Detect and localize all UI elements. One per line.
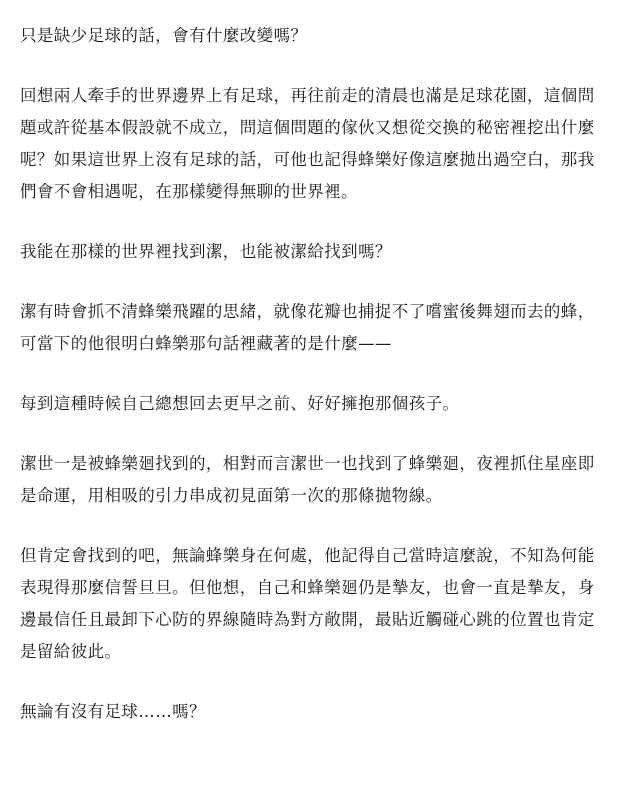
paragraph-2: 回想兩人牽手的世界邊界上有足球，再往前走的清晨也滿是足球花園，這個問題或許從基本假設就不成立，問這個問題的傢伙又想從交換的秘密裡挖出什麼呢？如果這世界上沒有足球的話，可他也記得蜂樂好像這麼拋出過空白，那我們會不會相遇呢，在那樣變得無聊的世界裡。 [20, 86, 595, 201]
paragraph-7: 但肯定會找到的吧，無論蜂樂身在何處，他記得自己當時這麼說，不知為何能表現得那麼信誓旦旦。但他想，自己和蜂樂廻仍是摯友，也會一直是摯友，身邊最信任且最卸下心防的界線隨時為對方敞開，最貼近觸碰心跳的位置也肯定是留給彼此。 [20, 546, 595, 661]
paragraph-6: 潔世一是被蜂樂廻找到的，相對而言潔世一也找到了蜂樂廻，夜裡抓住星座即是命運，用相吸的引力串成初見面第一次的那條拋物線。 [20, 454, 595, 505]
paragraph-5: 每到這種時候自己總想回去更早之前、好好擁抱那個孩子。 [20, 394, 460, 413]
paragraph-1: 只是缺少足球的話，會有什麼改變嗎？ [20, 26, 308, 45]
paragraph-3: 我能在那樣的世界裡找到潔，也能被潔給找到嗎？ [20, 242, 392, 261]
paragraph-4: 潔有時會抓不清蜂樂飛躍的思緒，就像花瓣也捕捉不了嚐蜜後舞翅而去的蜂，可當下的他很明白蜂樂那句話裡藏著的是什麼—— [20, 302, 595, 353]
paragraph-8: 無論有沒有足球……嗎？ [20, 702, 206, 721]
article-body [20, 20, 602, 728]
